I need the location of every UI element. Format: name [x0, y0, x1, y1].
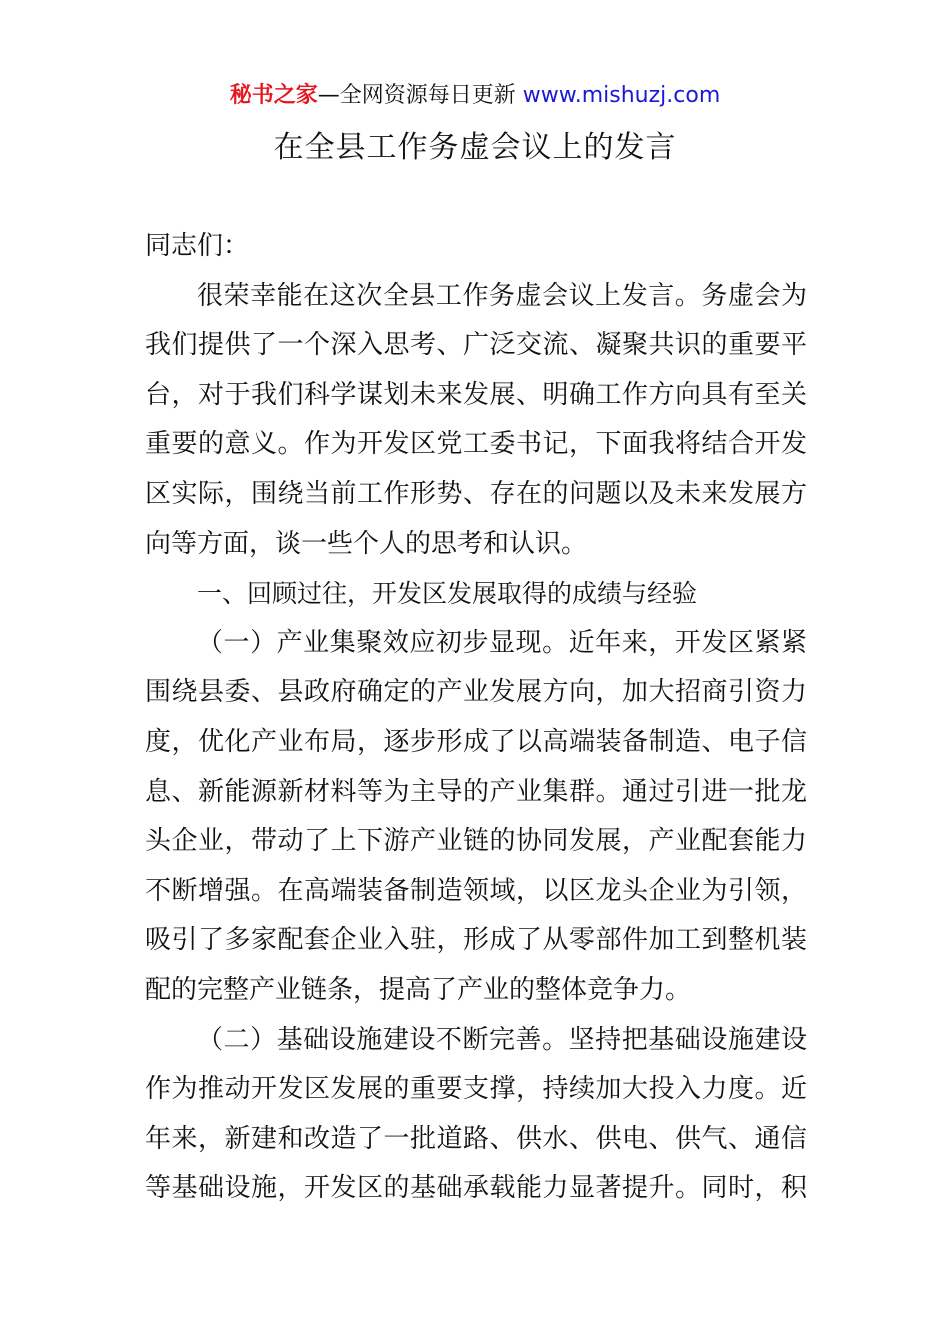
- body-line: 向等方面，谈一些个人的思考和认识。: [145, 528, 588, 559]
- body-line: （一）产业集聚效应初步显现。近年来，开发区紧紧: [197, 627, 807, 658]
- site-header: [0, 80, 950, 112]
- body-line: 区实际，围绕当前工作形势、存在的问题以及未来发展方: [145, 478, 807, 509]
- body-line: 很荣幸能在这次全县工作务虚会议上发言。务虚会为: [197, 280, 807, 311]
- site-brand: 秘书之家: [229, 83, 318, 108]
- body-line: 配的完整产业链条，提高了产业的整体竞争力。: [145, 974, 692, 1005]
- body-line: 年来，新建和改造了一批道路、供水、供电、供气、通信: [145, 1123, 807, 1154]
- body-line: 吸引了多家配套企业入驻，形成了从零部件加工到整机装: [145, 925, 807, 956]
- body-line: 作为推动开发区发展的重要支撑，持续加大投入力度。近: [145, 1074, 807, 1105]
- document-body: [145, 222, 807, 1214]
- salutation-line: 同志们：: [145, 231, 250, 261]
- body-line: 重要的意义。作为开发区党工委书记，下面我将结合开发: [145, 429, 807, 460]
- section-heading: 一、回顾过往，开发区发展取得的成绩与经验: [197, 579, 698, 609]
- document-title: 在全县工作务虚会议上的发言: [273, 130, 677, 165]
- site-tagline: —全网资源每日更新: [317, 83, 523, 108]
- body-line: （二）基础设施建设不断完善。坚持把基础设施建设: [197, 1024, 807, 1055]
- body-line: 息、新能源新材料等为主导的产业集群。通过引进一批龙: [145, 776, 807, 807]
- body-line: 台，对于我们科学谋划未来发展、明确工作方向具有至关: [145, 379, 807, 410]
- body-line: 等基础设施，开发区的基础承载能力显著提升。同时，积: [145, 1173, 807, 1204]
- body-line: 不断增强。在高端装备制造领域，以区龙头企业为引领，: [145, 875, 807, 906]
- body-line: 我们提供了一个深入思考、广泛交流、凝聚共识的重要平: [145, 330, 807, 361]
- body-line: 头企业，带动了上下游产业链的协同发展，产业配套能力: [145, 826, 807, 857]
- site-url-link[interactable]: www.mishuzj.com: [522, 83, 721, 108]
- body-line: 围绕县委、县政府确定的产业发展方向，加大招商引资力: [145, 677, 807, 708]
- body-line: 度，优化产业布局，逐步形成了以高端装备制造、电子信: [145, 726, 807, 757]
